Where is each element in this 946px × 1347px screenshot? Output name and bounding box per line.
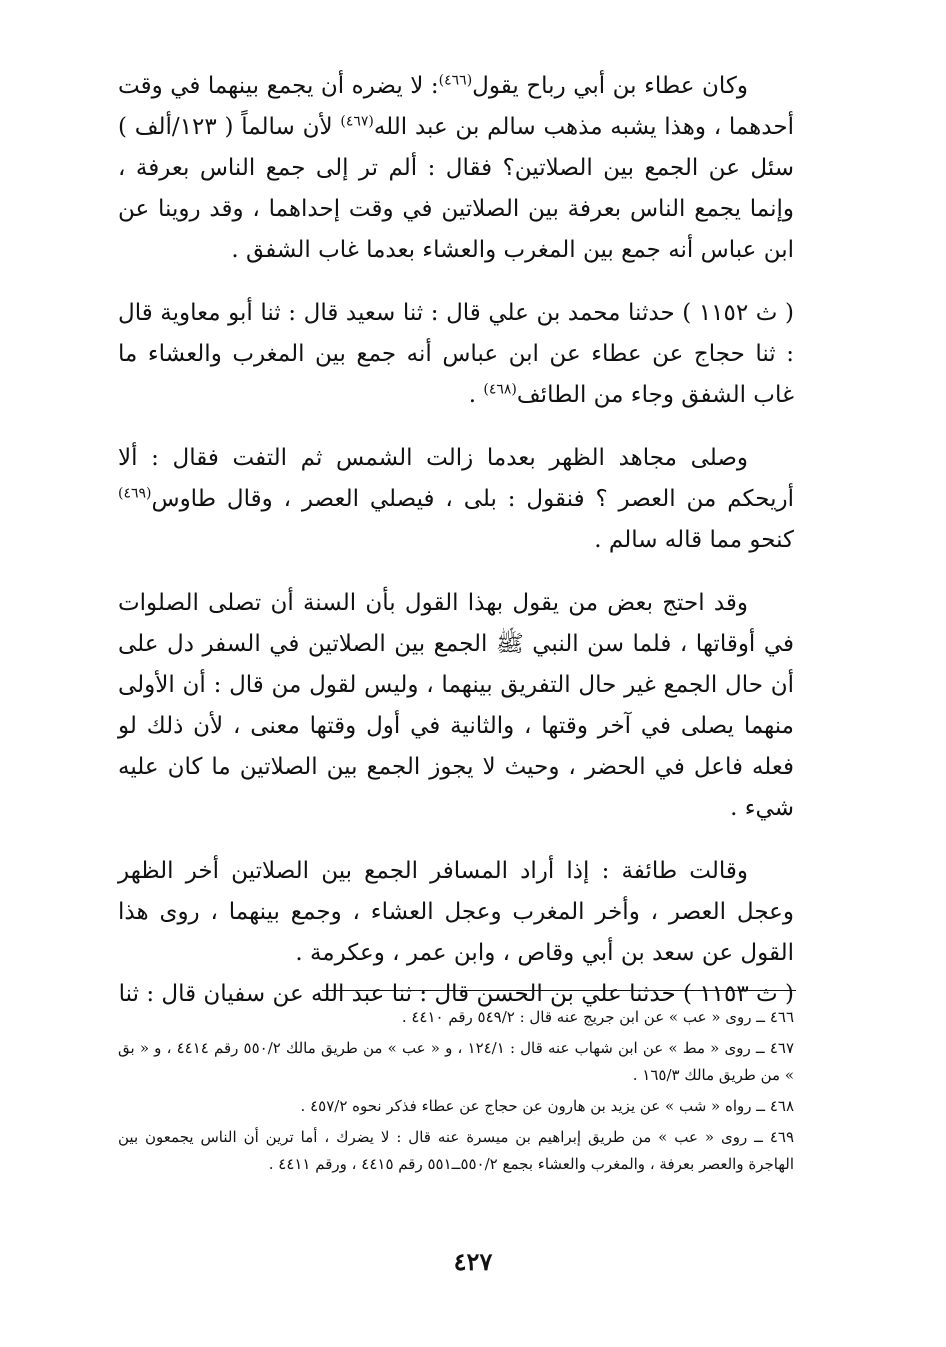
paragraph-taifa: وقالت طائفة : إذا أراد المسافر الجمع بين الصلاتين أخر الظهر وعجل العصر ، وأخر المغرب وعجل العشاء ، وجمع بينهما ، روى هذا القول عن سعد بن أبي وقاص ، وابن عمر ، وعكرمة . xyxy=(118,858,794,966)
footnote-466: ٤٦٦ ــ روى « عب » عن ابن جريج عنه قال : ٥٤٩/٢ رقم ٤٤١٠ . xyxy=(401,1008,794,1026)
paragraph-argument: وقد احتج بعض من يقول بهذا القول بأن السنة أن تصلى الصلوات في أوقاتها ، فلما سن النبي ﷺ الجمع بين الصلاتين في السفر دل على أن حال الجمع غير حال التفريق بينهما ، وليس لقول من قال : أن الأولى منهما يصلى في آخر وقتها ، والثانية في أول وقتها معنى ، لأن ذلك لو فعله فاعل في الحضر ، وحيث لا يجوز الجمع بين الصلاتين ما كان عليه شيء . xyxy=(118,590,794,821)
footnote-467: ٤٦٧ ــ روى « مط » عن ابن شهاب عنه قال : ١٢٤/١ ، و « عب » من طريق مالك ٥٥٠/٢ رقم ٤٤١٤ ، و « بق » من طريق مالك ١٦٥/٣ . xyxy=(118,1039,794,1084)
footnote-ref-468: (٤٦٨) xyxy=(483,381,517,398)
footnote-ref-466: (٤٦٦) xyxy=(438,72,473,89)
paragraph-hadith-1153: ( ث ١١٥٣ ) حدثنا علي بن الحسن قال : ثنا عبد الله عن سفيان قال : ثنا xyxy=(118,981,794,1007)
paragraph-mujahid: وصلى مجاهد الظهر بعدما زالت الشمس ثم التفت فقال : ألا أريحكم من العصر ؟ فنقول : بلى ، فيصلي العصر ، وقال طاوس$^{(٤٦٩)}$ كنحو مما قاله سالم . xyxy=(118,445,794,553)
paragraph-hadith-1152: ( ث ١١٥٢ ) حدثنا محمد بن علي قال : ثنا سعيد قال : ثنا أبو معاوية قال : ثنا حجاج عن عطاء عن ابن عباس أنه جمع بين المغرب والعشاء ما غاب الشفق وجاء من الطائف$^{(٤٦٨)}$ . xyxy=(118,300,795,408)
paragraph-ata: وكان عطاء بن أبي رباح يقول$^{(٤٦٦)}$: لا يضره أن يجمع بينهما في وقت أحدهما ، وهذا يشبه مذهب سالم بن عبد الله$^{(٤٦٧)}$ لأن سالماً ( ١٢٣/ألف ) سئل عن الجمع بين الصلاتين؟ فقال : ألم تر إلى جمع الناس بعرفة ، وإنما يجمع الناس بعرفة بين الصلاتين في وقت إحداهما ، وقد روينا عن ابن عباس أنه جمع بين المغرب والعشاء بعدما غاب الشفق . xyxy=(118,72,794,263)
footnotes xyxy=(118,1004,794,1182)
footnote-468: ٤٦٨ ــ رواه « شب » عن يزيد بن هارون عن حجاج عن عطاء فذكر نحوه ٤٥٧/٢ . xyxy=(300,1097,794,1115)
footnote-ref-469: (٤٦٩) xyxy=(118,485,152,502)
footnote-ref-467: (٤٦٧) xyxy=(340,113,374,130)
footnote-divider xyxy=(322,990,796,991)
page-number: ٤٢٧ xyxy=(453,1247,493,1276)
footnote-469: ٤٦٩ ــ روى « عب » من طريق إبراهيم بن ميسرة عنه قال : لا يضرك ، أما ترين أن الناس يجمعون بين الهاجرة والعصر بعرفة ، والمغرب والعشاء بجمع ٥٥٠/٢ــ٥٥١ رقم ٤٤١٥ ، ورقم ٤٤١١ . xyxy=(118,1128,794,1173)
main-text xyxy=(118,66,794,1037)
